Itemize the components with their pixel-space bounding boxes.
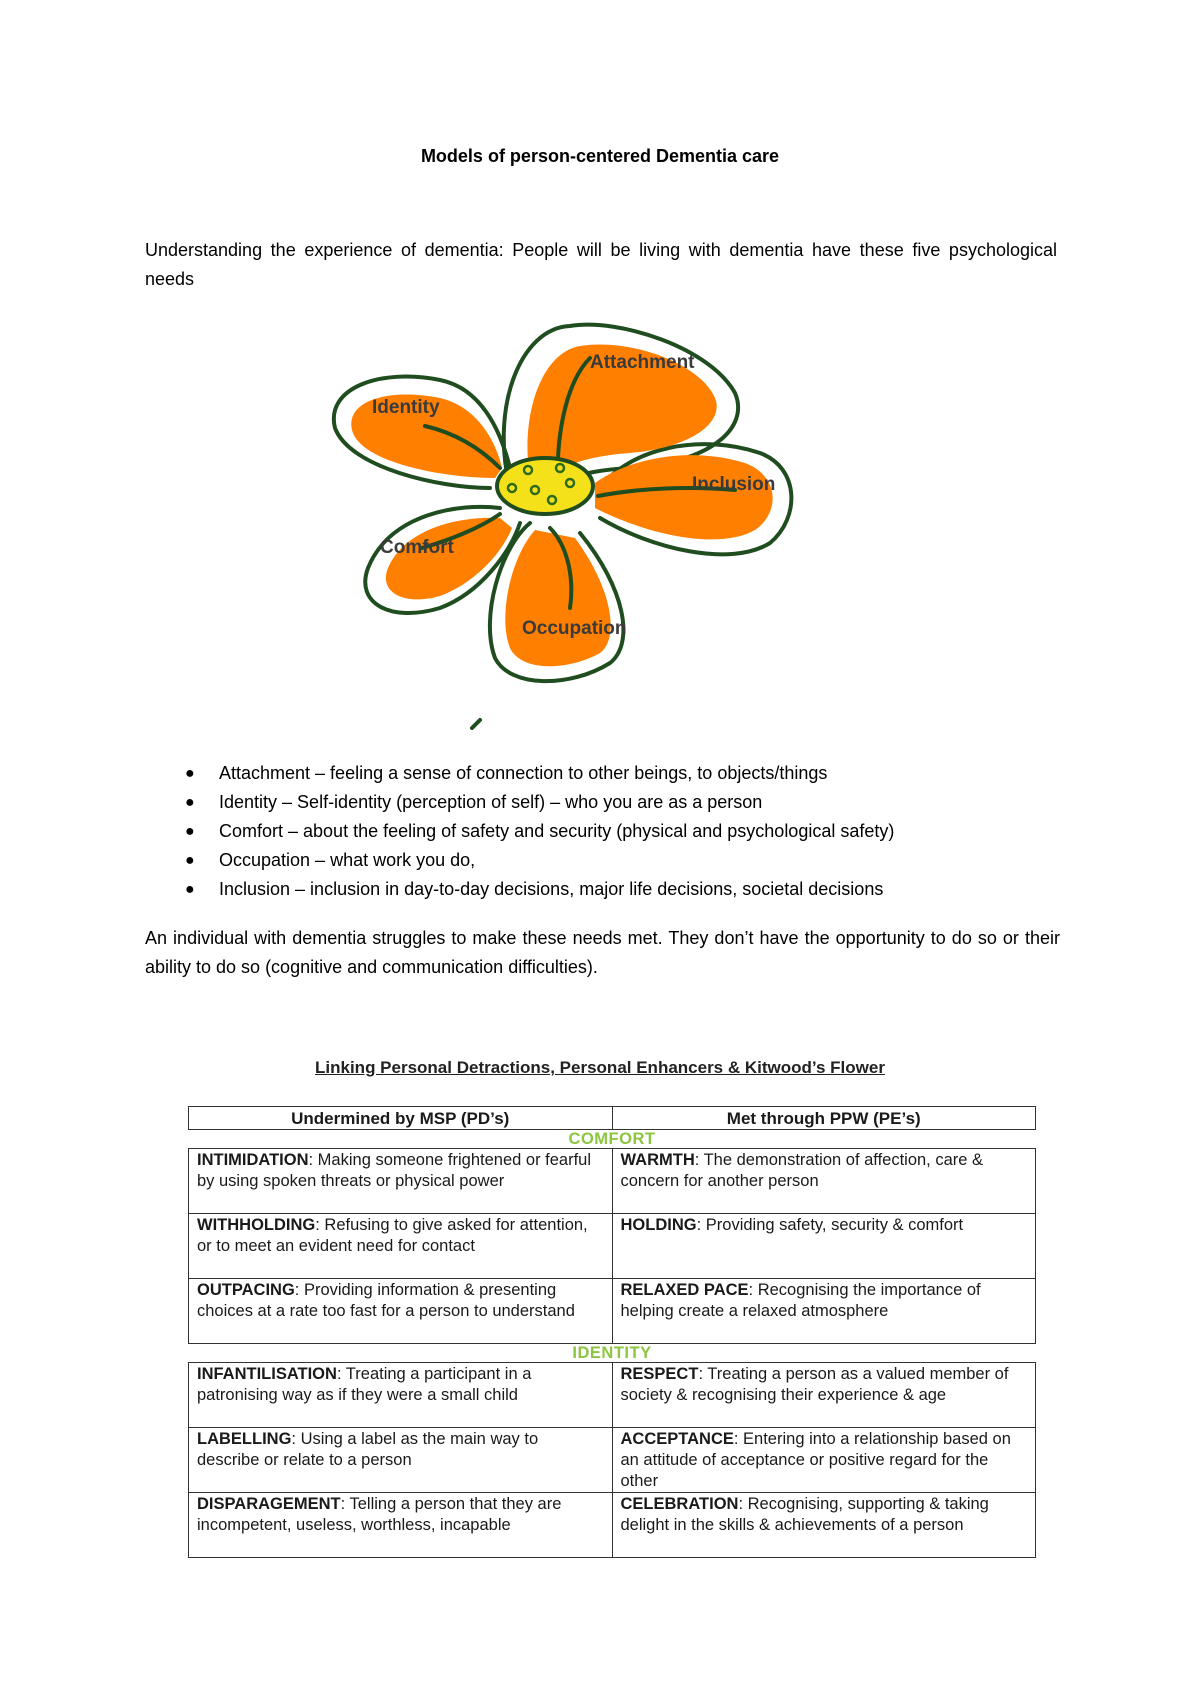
column-header-pd: Undermined by MSP (PD’s)	[189, 1107, 613, 1130]
list-item: ● Comfort – about the feeling of safety and security (physical and psychological safety)	[185, 817, 1065, 846]
section-heading-identity: IDENTITY	[572, 1344, 652, 1362]
page-title: Models of person-centered Dementia care	[420, 146, 780, 166]
bullet-icon: ●	[185, 852, 195, 869]
pe-cell: RELAXED PACE: Recognising the importance of helping create a relaxed atmosphere	[612, 1279, 1036, 1344]
pe-cell: CELEBRATION: Recognising, supporting & taking delight in the skills & achievements of a person	[612, 1493, 1036, 1558]
pe-cell: RESPECT: Treating a person as a valued member of society & recognising their experience & age	[612, 1363, 1036, 1428]
column-header-pe: Met through PPW (PE’s)	[612, 1107, 1036, 1130]
list-item: ● Attachment – feeling a sense of connection to other beings, to objects/things	[185, 759, 1065, 788]
needs-list	[185, 759, 1065, 904]
attachment-label: Attachment	[590, 352, 695, 373]
pd-cell: DISPARAGEMENT: Telling a person that they are incompetent, useless, worthless, incapable	[189, 1493, 613, 1558]
kitwood-flower-diagram	[330, 318, 870, 730]
bullet-icon: ●	[185, 794, 195, 811]
pd-pe-table	[188, 1106, 1036, 1558]
identity-label: Identity	[372, 397, 440, 418]
table-row	[189, 1149, 1036, 1214]
bullet-icon: ●	[185, 765, 195, 782]
table-row	[189, 1493, 1036, 1558]
table-row	[189, 1214, 1036, 1279]
inclusion-label: Inclusion	[692, 474, 776, 495]
table-row	[189, 1279, 1036, 1344]
list-item: ● Identity – Self-identity (perception of self) – who you are as a person	[185, 788, 1065, 817]
section-heading-comfort: COMFORT	[568, 1130, 656, 1148]
pd-cell: INTIMIDATION: Making someone frightened or fearful by using spoken threats or physical power	[189, 1149, 613, 1214]
pd-cell: LABELLING: Using a label as the main way to describe or relate to a person	[189, 1428, 613, 1493]
pe-cell: ACCEPTANCE: Entering into a relationship based on an attitude of acceptance or positive regard for the other	[612, 1428, 1036, 1493]
pe-cell: WARMTH: The demonstration of affection, care & concern for another person	[612, 1149, 1036, 1214]
pe-cell: HOLDING: Providing safety, security & comfort	[612, 1214, 1036, 1279]
flower-center	[497, 458, 593, 514]
list-item: ● Occupation – what work you do,	[185, 846, 1065, 875]
struggle-paragraph: An individual with dementia struggles to make these needs met. They don’t have the opportunity to do so or their ability to do so (cognitive and communication difficulties).	[145, 928, 1060, 977]
list-item: ● Inclusion – inclusion in day-to-day decisions, major life decisions, societal decisions	[185, 875, 1065, 904]
bottom-stroke	[472, 720, 480, 728]
table-row	[189, 1363, 1036, 1428]
table-title: Linking Personal Detractions, Personal Enhancers & Kitwood’s Flower	[315, 1058, 885, 1077]
table-row	[189, 1428, 1036, 1493]
occupation-label: Occupation	[522, 618, 627, 639]
pd-cell: OUTPACING: Providing information & presenting choices at a rate too fast for a person to understand	[189, 1279, 613, 1344]
comfort-label: Comfort	[380, 537, 454, 558]
bullet-icon: ●	[185, 823, 195, 840]
intro-paragraph: Understanding the experience of dementia: People will be living with dementia have these five psychological needs	[145, 240, 1057, 289]
pd-cell: INFANTILISATION: Treating a participant in a patronising way as if they were a small child	[189, 1363, 613, 1428]
pd-cell: WITHHOLDING: Refusing to give asked for attention, or to meet an evident need for contact	[189, 1214, 613, 1279]
bullet-icon: ●	[185, 881, 195, 898]
